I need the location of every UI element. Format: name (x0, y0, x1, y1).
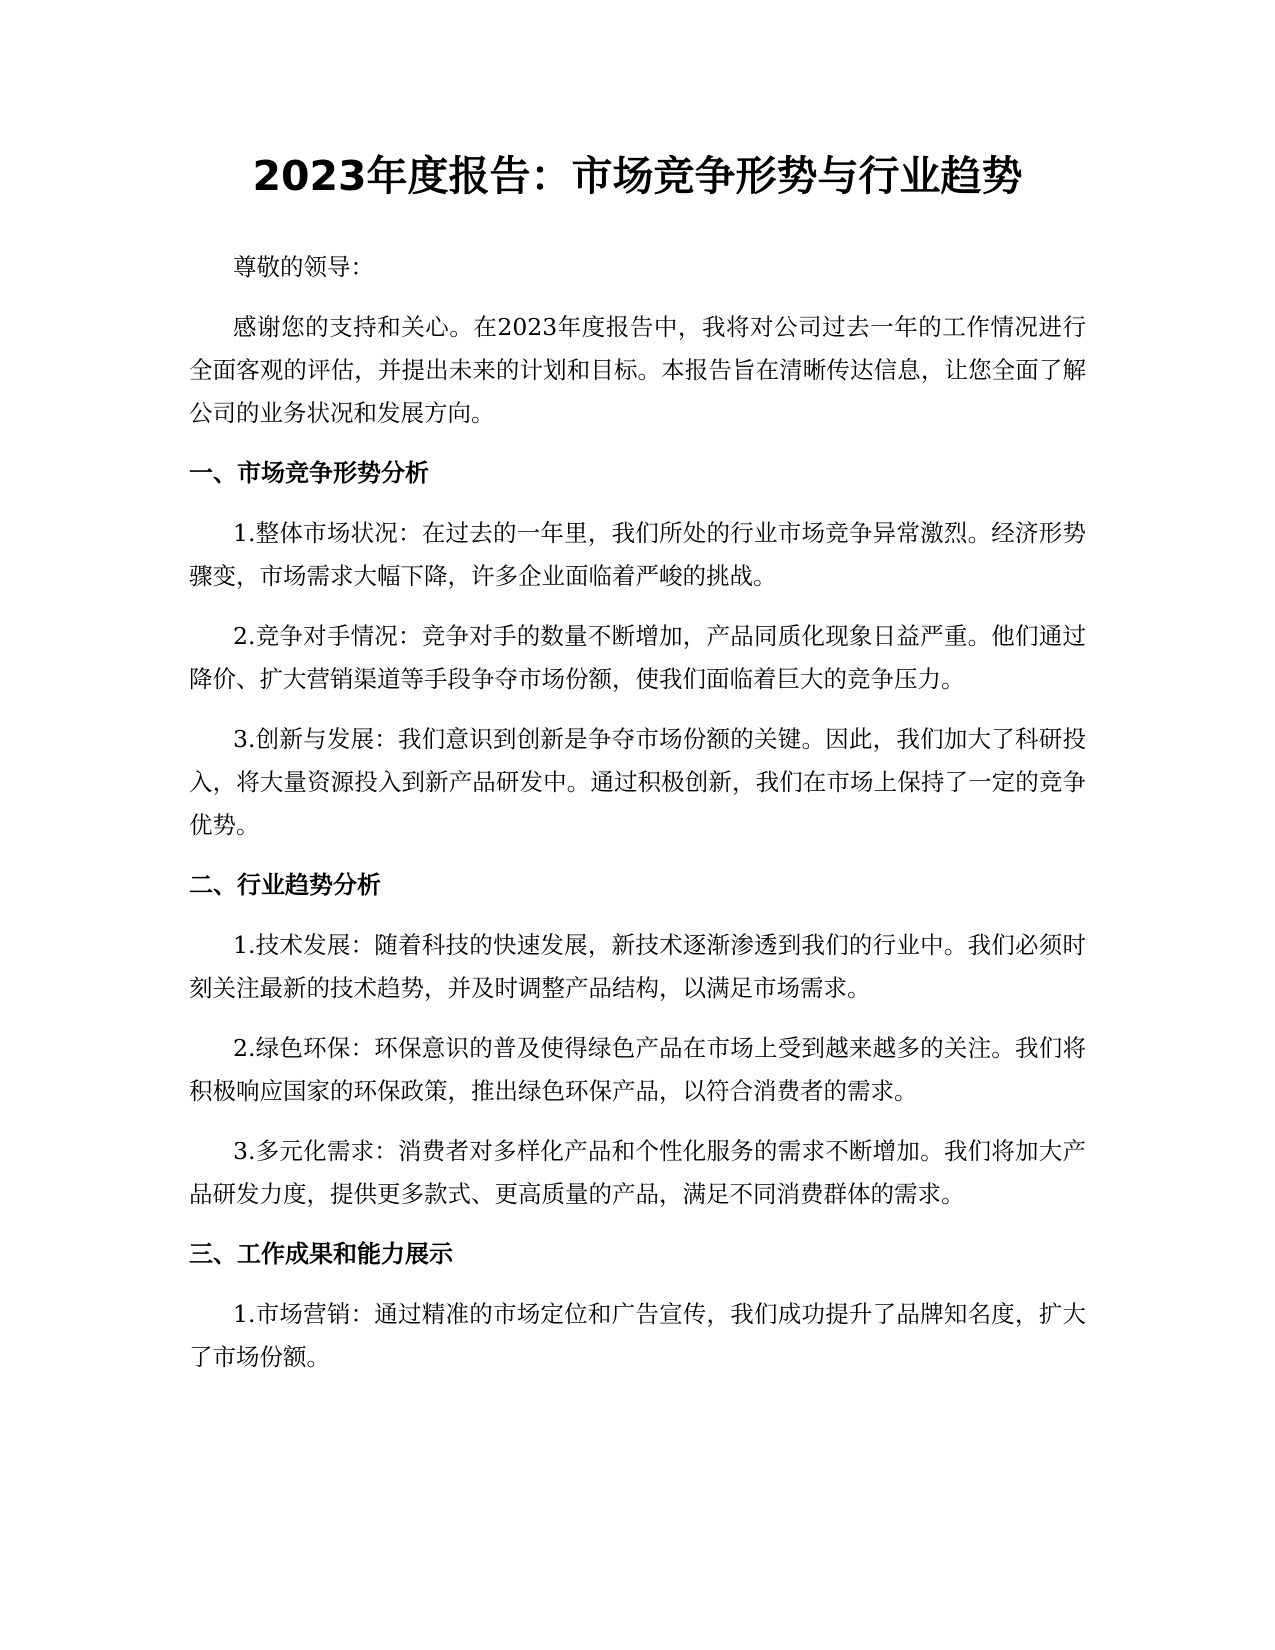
paragraph-competitors: 2.竞争对手情况：竞争对手的数量不断增加，产品同质化现象日益严重。他们通过降价、扩大营销渠道等手段争夺市场份额，使我们面临着巨大的竞争压力。 (189, 622, 1086, 693)
paragraph-innovation: 3.创新与发展：我们意识到创新是争夺市场份额的关键。因此，我们加大了科研投入，将大量资源投入到新产品研发中。通过积极创新，我们在市场上保持了一定的竞争优势。 (189, 725, 1086, 839)
document-body (189, 246, 1086, 1396)
paragraph-green: 2.绿色环保：环保意识的普及使得绿色产品在市场上受到越来越多的关注。我们将积极响应国家的环保政策，推出绿色环保产品，以符合消费者的需求。 (189, 1034, 1086, 1105)
section-heading-market-competition: 一、市场竞争形势分析 (189, 459, 429, 487)
salutation: 尊敬的领导： (233, 253, 374, 281)
section-heading-industry-trends: 二、行业趋势分析 (189, 871, 381, 899)
paragraph-technology: 1.技术发展：随着科技的快速发展，新技术逐渐渗透到我们的行业中。我们必须时刻关注最新的技术趋势，并及时调整产品结构，以满足市场需求。 (189, 931, 1086, 1002)
paragraph-marketing: 1.市场营销：通过精准的市场定位和广告宣传，我们成功提升了品牌知名度，扩大了市场份额。 (189, 1300, 1086, 1371)
paragraph-diversified-demand: 3.多元化需求：消费者对多样化产品和个性化服务的需求不断增加。我们将加大产品研发力度，提供更多款式、更高质量的产品，满足不同消费群体的需求。 (189, 1137, 1086, 1208)
paragraph-overall-market: 1.整体市场状况：在过去的一年里，我们所处的行业市场竞争异常激烈。经济形势骤变，市场需求大幅下降，许多企业面临着严峻的挑战。 (189, 519, 1086, 590)
intro-paragraph: 感谢您的支持和关心。在2023年度报告中，我将对公司过去一年的工作情况进行全面客观的评估，并提出未来的计划和目标。本报告旨在清晰传达信息，让您全面了解公司的业务状况和发展方向。 (189, 313, 1086, 427)
document-title: 2023年度报告：市场竞争形势与行业趋势 (252, 152, 1023, 200)
section-heading-achievements: 三、工作成果和能力展示 (189, 1240, 453, 1268)
